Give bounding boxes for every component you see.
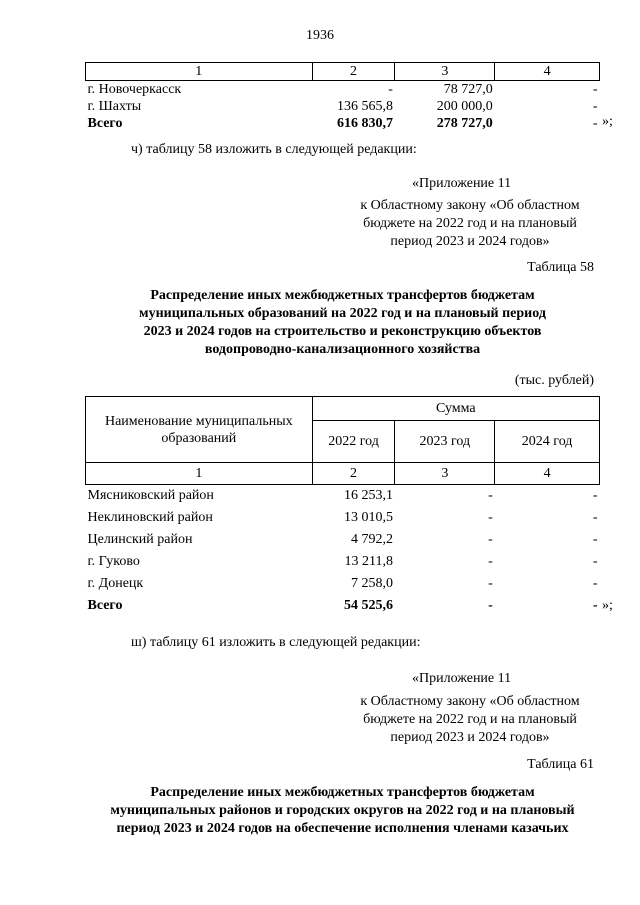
cell-2024: - [592,510,598,525]
cell-2022: 16 253,1 [343,488,393,503]
appendix-ref-line: период 2023 и 2024 годов» [390,730,550,745]
total-row [86,595,600,617]
cell-2023: - [488,576,493,591]
cell-2023: - [488,554,493,569]
continued-table [85,62,600,132]
col-number: 2 [312,63,395,81]
col-number: 2 [312,463,395,485]
table-header-row [86,397,600,421]
total-2024: - [592,598,598,613]
table-header-row [86,63,600,81]
total-row [86,115,600,132]
cell-2024: - [592,576,598,591]
cell-2024: - [592,488,598,503]
table-row [86,98,600,115]
table-row [86,551,600,573]
appendix-title: «Приложение 11 [412,176,512,191]
col-number: 1 [86,463,313,485]
table-row [86,81,600,99]
col-number: 3 [395,463,495,485]
appendix-ref-line: период 2023 и 2024 годов» [390,234,550,249]
row-name: г. Шахты [87,99,142,114]
table-label: Таблица 58 [527,260,594,275]
appendix-ref-line: к Областному закону «Об областном [360,694,580,709]
appendix-title: «Приложение 11 [412,671,512,686]
cell-2024: - [592,82,598,97]
col-header-year: 2023 год [395,421,495,463]
cell-2022: 136 565,8 [336,99,393,114]
closing-quote: »; [602,114,613,129]
table-label: Таблица 61 [527,757,594,772]
appendix-ref-line: бюджете на 2022 год и на плановый [363,216,577,231]
total-2022: 616 830,7 [336,116,393,131]
cell-2023: 78 727,0 [443,82,493,97]
cell-2024: - [592,554,598,569]
col-number: 4 [495,463,600,485]
total-2024: - [592,116,598,131]
table-row [86,485,600,508]
table-number-row [86,463,600,485]
table-row [86,529,600,551]
col-header-name: Наименование муниципальных образований [86,397,313,463]
paragraph-sh: ш) таблицу 61 изложить в следующей редакции: [131,635,421,650]
total-2023: - [488,598,493,613]
col-header-year: 2024 год [495,421,600,463]
col-number: 3 [395,63,495,81]
table-title-line: муниципальных образований на 2022 год и на плановый период [139,306,546,321]
table-title-line: период 2023 и 2024 годов на обеспечение исполнения членами казачьих [116,821,569,836]
col-header-sum: Сумма [312,397,599,421]
table-title-line: водопроводно-канализационного хозяйства [204,342,481,357]
table-title-line: Распределение иных межбюджетных трансфертов бюджетам [150,785,535,800]
paragraph-ch: ч) таблицу 58 изложить в следующей редакции: [131,142,417,157]
closing-quote: »; [602,598,613,613]
row-name: Неклиновский район [87,510,213,525]
page-number: 1936 [306,28,334,43]
total-2022: 54 525,6 [343,598,393,613]
appendix-ref-line: бюджете на 2022 год и на плановый [363,712,577,727]
col-header-year: 2022 год [312,421,395,463]
cell-2024: - [592,99,598,114]
units-label: (тыс. рублей) [514,373,594,388]
cell-2024: - [592,532,598,547]
total-2023: 278 727,0 [436,116,493,131]
row-name: Мясниковский район [87,488,214,503]
row-name: г. Донецк [87,576,144,591]
row-name: г. Гуково [87,554,140,569]
total-label: Всего [87,116,123,131]
cell-2022: - [388,82,393,97]
col-number: 4 [495,63,600,81]
table-row [86,573,600,595]
table-title-line: 2023 и 2024 годов на строительство и реконструкцию объектов [143,324,542,339]
cell-2022: 13 211,8 [344,554,393,569]
col-number: 1 [86,63,313,81]
total-label: Всего [87,598,123,613]
table-58 [85,396,600,617]
table-row [86,507,600,529]
table-title-line: муниципальных районов и городских округов на 2022 год и на плановый [110,803,575,818]
table-title-line: Распределение иных межбюджетных трансфертов бюджетам [150,288,535,303]
row-name: г. Новочеркасск [87,82,182,97]
row-name: Целинский район [87,532,193,547]
cell-2023: 200 000,0 [436,99,493,114]
cell-2022: 4 792,2 [350,532,393,547]
cell-2023: - [488,488,493,503]
cell-2023: - [488,510,493,525]
cell-2022: 7 258,0 [350,576,393,591]
cell-2023: - [488,532,493,547]
appendix-ref-line: к Областному закону «Об областном [360,198,580,213]
cell-2022: 13 010,5 [343,510,393,525]
